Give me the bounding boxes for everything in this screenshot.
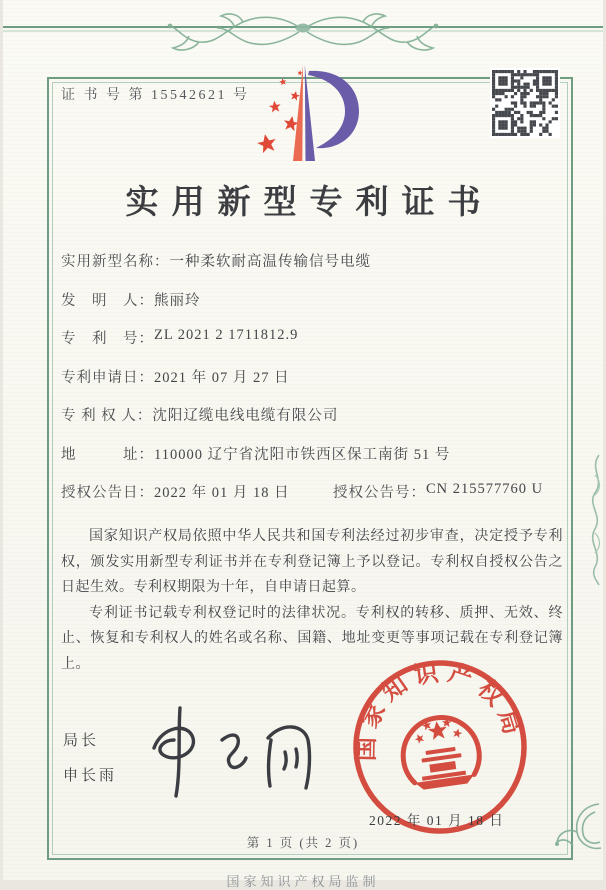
field-filing-date <box>61 366 561 405</box>
field-label: 地 址： <box>61 446 154 463</box>
field-label: 实用新型名称： <box>61 254 170 270</box>
field-value: 沈阳辽缆电线电缆有限公司 <box>152 408 339 424</box>
director-title: 局长 <box>63 733 100 749</box>
director-block <box>63 729 117 799</box>
field-patentee <box>61 404 561 443</box>
director-name: 申长雨 <box>63 768 118 784</box>
field-label: 授权公告号： <box>333 485 426 501</box>
legal-paragraph-1: 国家知识产权局依照中华人民共和国专利法经过初步审查，决定授予专利权，颁发实用新型专利证书并在专利登记簿上予以登记。专利权自授权公告之日起生效。专利权期限为十年，自申请日起算。 <box>61 529 563 595</box>
field-label: 专 利 权 人： <box>61 408 153 424</box>
field-value: 一种柔软耐高温传输信号电缆 <box>169 254 371 270</box>
certificate-number: 证 书 号 第 15542621 号 <box>61 88 250 103</box>
patent-certificate-page <box>3 0 603 889</box>
top-border-ornament <box>3 8 603 56</box>
field-value: ZL 2021 2 1711812.9 <box>154 327 299 343</box>
certificate-fields <box>61 250 561 520</box>
director-signature <box>136 696 331 804</box>
qr-code-icon <box>490 68 560 138</box>
field-grant-date <box>61 481 333 502</box>
bottom-microtext: 国家知识产权局监制 <box>226 874 380 889</box>
field-value: 110000 辽宁省沈阳市铁西区保工南街 51 号 <box>154 446 451 463</box>
page-number: 第 1 页 (共 2 页) <box>246 836 360 850</box>
field-value: 2022 年 01 月 18 日 <box>154 485 290 501</box>
field-label: 发 明 人： <box>61 292 154 309</box>
field-grant-number <box>333 481 543 502</box>
field-value: 2021 年 07 月 27 日 <box>154 369 290 386</box>
field-label: 专 利 号： <box>61 331 154 347</box>
field-patent-number <box>61 327 561 366</box>
seal-date: 2022 年 01 月 18 日 <box>369 813 505 828</box>
cnipa-logo-icon <box>246 58 361 168</box>
field-grant-row <box>61 481 561 520</box>
field-label: 授权公告日： <box>61 485 154 501</box>
svg-text:国家知识产权局 <box>340 649 528 766</box>
field-label: 专利申请日： <box>61 369 154 386</box>
field-value: 熊丽玲 <box>154 292 201 309</box>
legal-paragraph-2: 专利证书记载专利权登记时的法律状况。专利权的转移、质押、无效、终止、恢复和专利权人的姓名或名称、国籍、地址变更等事项记载在专利登记簿上。 <box>61 605 563 672</box>
field-utility-model-name <box>61 250 561 289</box>
certificate-title: 实用新型专利证书 <box>125 185 494 221</box>
field-address <box>61 443 561 482</box>
national-emblem-icon <box>398 713 483 792</box>
seal-text: 国家知识产权局 <box>353 659 527 762</box>
field-inventor <box>61 289 561 328</box>
field-value: CN 215577760 U <box>426 481 544 497</box>
page-edge-ornament <box>585 455 606 585</box>
